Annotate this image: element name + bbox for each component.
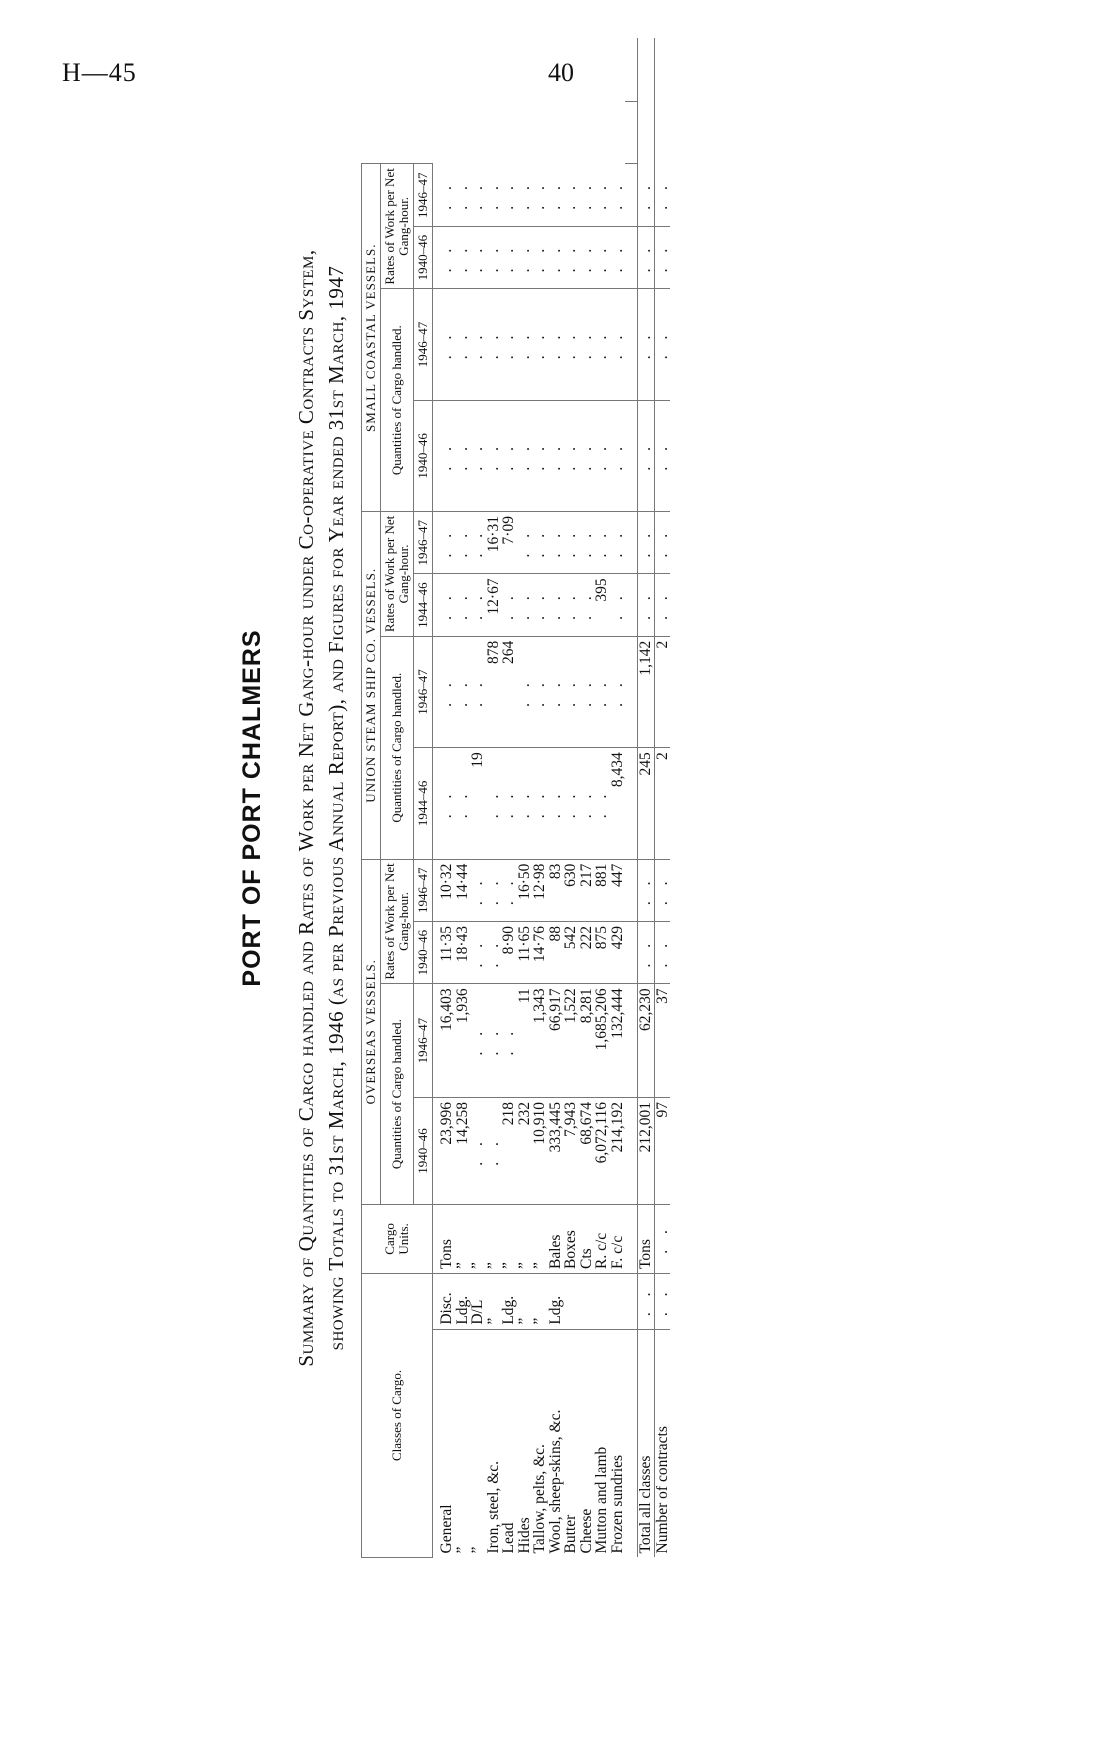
- overseas-quantities-header: Quantities of Cargo handled.: [381, 984, 414, 1205]
- value-cell: 1,343: [532, 984, 548, 1098]
- value-cell: 16,403: [433, 984, 455, 1098]
- empty-cell: . .: [455, 226, 471, 288]
- empty-cell: . .: [433, 226, 455, 288]
- value-cell: 8·90: [501, 921, 517, 983]
- empty-cell: . .: [470, 1097, 486, 1204]
- empty-cell: . .: [433, 512, 455, 574]
- table-row: [532, 38, 548, 1558]
- cargo-class-label: Tallow, pelts, &c.: [531, 1444, 548, 1554]
- empty-cell: . .: [594, 289, 610, 400]
- empty-cell: . .: [610, 400, 626, 511]
- cargo-class: [579, 1329, 595, 1557]
- empty-cell: . .: [563, 400, 579, 511]
- cargo-class-label: ”: [453, 1546, 471, 1554]
- empty-cell: . .: [501, 984, 517, 1098]
- empty-cell: . .: [532, 636, 548, 747]
- value-cell: 62,230: [638, 984, 655, 1098]
- union-quantities-header: Quantities of Cargo handled.: [381, 636, 414, 859]
- empty-cell: . .: [654, 859, 670, 921]
- cargo-class: [501, 1329, 517, 1557]
- cargo-class-label: Hides: [515, 1517, 533, 1554]
- cargo-unit: ”: [455, 1204, 471, 1273]
- year-header: 1946–47: [414, 984, 433, 1098]
- empty-cell: . .: [532, 400, 548, 511]
- empty-cell: . .: [517, 574, 533, 636]
- cargo-unit: ”: [532, 1204, 548, 1273]
- cargo-subtype: Disc.: [433, 1273, 455, 1329]
- cargo-subtype: Ldg.: [548, 1273, 564, 1329]
- empty-cell: . .: [486, 226, 502, 288]
- empty-cell: . .: [548, 289, 564, 400]
- cargo-subtype: [579, 1273, 595, 1329]
- cargo-subtype: ”: [486, 1273, 502, 1329]
- subtitle-line-2: showing Totals to 31st March, 1946 (as per Previous Annual Report), and Figures for Year ended 31st March, 1947: [324, 265, 348, 1351]
- empty-cell: . .: [548, 636, 564, 747]
- empty-cell: . .: [563, 574, 579, 636]
- cargo-class-label: Iron, steel, &c.: [484, 1460, 502, 1554]
- value-cell: 12·67: [486, 574, 502, 636]
- empty-cell: . .: [579, 226, 595, 288]
- empty-cell: . .: [532, 748, 548, 859]
- empty-cell: . .: [470, 859, 486, 921]
- cargo-class: [532, 1329, 548, 1557]
- empty-cell: . .: [532, 574, 548, 636]
- value-cell: 88: [548, 921, 564, 983]
- union-rates-header: Rates of Work per Net Gang-hour.: [381, 512, 414, 637]
- cargo-class: [517, 1329, 533, 1557]
- table-row: [470, 38, 486, 1558]
- group-small-coastal: SMALL COASTAL VESSELS.: [362, 164, 381, 512]
- empty-cell: . .: [433, 164, 455, 226]
- empty-cell: . .: [532, 226, 548, 288]
- empty-cell: . .: [501, 226, 517, 288]
- value-cell: 881: [594, 859, 610, 921]
- cargo-unit: Bales: [548, 1204, 564, 1273]
- subtitle-line-1: Summary of Quantities of Cargo handled and Rates of Work per Net Gang-hour under Co-operative Contracts System,: [294, 249, 318, 1367]
- cargo-unit: ”: [470, 1204, 486, 1273]
- empty-cell: . .: [579, 512, 595, 574]
- table-row: [486, 38, 502, 1558]
- value-cell: 875: [594, 921, 610, 983]
- empty-cell: . .: [638, 1273, 655, 1329]
- value-cell: 11·65: [517, 921, 533, 983]
- empty-cell: . .: [455, 512, 471, 574]
- year-header: 1944–46: [414, 574, 433, 636]
- overseas-rates-header: Rates of Work per Net Gang-hour.: [381, 859, 414, 984]
- empty-cell: . .: [501, 164, 517, 226]
- empty-cell: . .: [470, 512, 486, 574]
- empty-cell: . .: [610, 164, 626, 226]
- empty-cell: . .: [638, 921, 655, 983]
- value-cell: 1,685,206: [594, 984, 610, 1098]
- value-cell: 2: [654, 636, 670, 747]
- cargo-subtype: Ldg.: [501, 1273, 517, 1329]
- cargo-class-label: Cheese: [577, 1508, 595, 1554]
- empty-cell: . .: [638, 859, 655, 921]
- empty-cell: . .: [433, 289, 455, 400]
- empty-cell: . .: [563, 164, 579, 226]
- table-row: [563, 38, 579, 1558]
- table-row: [433, 38, 455, 1558]
- cargo-class-label: Butter: [562, 1514, 579, 1554]
- empty-cell: . .: [501, 748, 517, 859]
- empty-cell: . .: [579, 574, 595, 636]
- empty-cell: . .: [654, 226, 670, 288]
- value-cell: 11: [517, 984, 533, 1098]
- empty-cell: . .: [501, 859, 517, 921]
- empty-cell: . .: [548, 574, 564, 636]
- cargo-class: [594, 1329, 610, 1557]
- value-cell: 217: [579, 859, 595, 921]
- empty-cell: . .: [486, 859, 502, 921]
- cargo-class-label: Mutton and lamb: [593, 1446, 610, 1554]
- cargo-summary-table: [361, 38, 670, 1558]
- empty-cell: . .: [594, 164, 610, 226]
- cargo-class-label: Lead: [500, 1522, 517, 1554]
- cargo-class: [563, 1329, 579, 1557]
- empty-cell: . .: [654, 1204, 670, 1273]
- empty-cell: . .: [486, 289, 502, 400]
- value-cell: 212,001: [638, 1097, 655, 1204]
- value-cell: 18·43: [455, 921, 471, 983]
- value-cell: 245: [638, 748, 655, 859]
- cargo-unit: Cts: [579, 1204, 595, 1273]
- empty-cell: . .: [563, 289, 579, 400]
- empty-cell: . .: [654, 164, 670, 226]
- cargo-class: [433, 1329, 455, 1557]
- cargo-subtype: D/L: [470, 1273, 486, 1329]
- empty-cell: . .: [455, 164, 471, 226]
- value-cell: 878: [486, 636, 502, 747]
- empty-cell: . .: [517, 400, 533, 511]
- value-cell: 264: [501, 636, 517, 747]
- col-cargo-units: Cargo Units.: [362, 1204, 433, 1273]
- total-unit: Tons: [638, 1204, 655, 1273]
- empty-cell: . .: [638, 574, 655, 636]
- empty-cell: . .: [638, 289, 655, 400]
- value-cell: 542: [563, 921, 579, 983]
- empty-cell: . .: [470, 921, 486, 983]
- value-cell: 333,445: [548, 1097, 564, 1204]
- empty-cell: . .: [654, 400, 670, 511]
- empty-cell: . .: [486, 1097, 502, 1204]
- value-cell: 14·44: [455, 859, 471, 921]
- year-header: 1946–47: [414, 289, 433, 400]
- value-cell: 1,522: [563, 984, 579, 1098]
- cargo-class: [470, 1329, 486, 1557]
- value-cell: 97: [654, 1097, 670, 1204]
- value-cell: 14,258: [455, 1097, 471, 1204]
- value-cell: 23,996: [433, 1097, 455, 1204]
- value-cell: 630: [563, 859, 579, 921]
- group-union-steam-ship: UNION STEAM SHIP CO. VESSELS.: [362, 512, 381, 860]
- empty-cell: . .: [548, 748, 564, 859]
- empty-cell: . .: [594, 512, 610, 574]
- cargo-class: [486, 1329, 502, 1557]
- value-cell: 232: [517, 1097, 533, 1204]
- table-row: [579, 38, 595, 1558]
- empty-cell: . .: [579, 164, 595, 226]
- empty-cell: . .: [548, 400, 564, 511]
- empty-cell: . .: [594, 748, 610, 859]
- value-cell: 6,072,116: [594, 1097, 610, 1204]
- empty-cell: . .: [654, 289, 670, 400]
- cargo-subtype: Ldg.: [455, 1273, 471, 1329]
- year-header: 1944–46: [414, 748, 433, 859]
- rotated-table-page: [228, 38, 918, 1578]
- value-cell: 19: [470, 748, 486, 859]
- value-cell: 11·35: [433, 921, 455, 983]
- value-cell: 12·98: [532, 859, 548, 921]
- table-row: [517, 38, 533, 1558]
- empty-cell: . .: [517, 289, 533, 400]
- empty-cell: . .: [470, 289, 486, 400]
- empty-cell: . .: [610, 574, 626, 636]
- cargo-class-label: Wool, sheep-skins, &c.: [546, 1409, 564, 1554]
- empty-cell: . .: [517, 636, 533, 747]
- year-header: 1940–46: [414, 400, 433, 511]
- value-cell: 37: [654, 984, 670, 1098]
- contracts-label: Number of contracts: [654, 1329, 670, 1557]
- cargo-class-label: General: [438, 1504, 455, 1554]
- empty-cell: . .: [455, 636, 471, 747]
- cargo-subtype: [594, 1273, 610, 1329]
- table-row: [548, 38, 564, 1558]
- empty-cell: . .: [486, 164, 502, 226]
- empty-cell: . .: [501, 289, 517, 400]
- value-cell: 218: [501, 1097, 517, 1204]
- total-row: [638, 38, 655, 1558]
- page-header-code: H—45: [62, 58, 137, 87]
- empty-cell: . .: [563, 226, 579, 288]
- cargo-subtype: [563, 1273, 579, 1329]
- cargo-unit: ”: [517, 1204, 533, 1273]
- empty-cell: . .: [594, 400, 610, 511]
- year-header: 1946–47: [414, 859, 433, 921]
- empty-cell: . .: [532, 164, 548, 226]
- empty-cell: . .: [470, 574, 486, 636]
- empty-cell: . .: [563, 636, 579, 747]
- value-cell: 222: [579, 921, 595, 983]
- empty-cell: . .: [610, 636, 626, 747]
- empty-cell: . .: [579, 748, 595, 859]
- year-header: 1946–47: [414, 636, 433, 747]
- year-header: 1940–46: [414, 921, 433, 983]
- table-row: [610, 38, 626, 1558]
- value-cell: 132,444: [610, 984, 626, 1098]
- empty-cell: . .: [517, 164, 533, 226]
- contracts-row: [654, 38, 670, 1558]
- value-cell: 16·50: [517, 859, 533, 921]
- cargo-subtype: [610, 1273, 626, 1329]
- empty-cell: . .: [579, 636, 595, 747]
- small-rates-header: Rates of Work per Net Gang-hour.: [381, 164, 414, 289]
- empty-cell: . .: [563, 512, 579, 574]
- empty-cell: . .: [433, 400, 455, 511]
- empty-cell: . .: [486, 400, 502, 511]
- empty-cell: . .: [594, 226, 610, 288]
- cargo-class: [610, 1329, 626, 1557]
- empty-cell: . .: [501, 400, 517, 511]
- empty-cell: . .: [433, 748, 455, 859]
- empty-cell: . .: [455, 748, 471, 859]
- value-cell: 1,936: [455, 984, 471, 1098]
- cargo-unit: ”: [486, 1204, 502, 1273]
- value-cell: 7,943: [563, 1097, 579, 1204]
- year-header: 1940–46: [414, 226, 433, 288]
- value-cell: 8,434: [610, 748, 626, 859]
- year-header: 1946–47: [414, 512, 433, 574]
- cargo-unit: Boxes: [563, 1204, 579, 1273]
- table-row: [594, 38, 610, 1558]
- empty-cell: . .: [486, 984, 502, 1098]
- empty-cell: . .: [548, 226, 564, 288]
- cargo-unit: ”: [501, 1204, 517, 1273]
- empty-cell: . .: [470, 636, 486, 747]
- cargo-subtype: ”: [517, 1273, 533, 1329]
- value-cell: 16·31: [486, 512, 502, 574]
- empty-cell: . .: [654, 921, 670, 983]
- value-cell: 447: [610, 859, 626, 921]
- empty-cell: . .: [594, 636, 610, 747]
- total-label: Total all classes: [638, 1329, 655, 1557]
- cargo-class: [455, 1329, 471, 1557]
- empty-cell: . .: [501, 574, 517, 636]
- value-cell: 395: [594, 574, 610, 636]
- empty-cell: . .: [532, 512, 548, 574]
- value-cell: 2: [654, 748, 670, 859]
- col-classes-of-cargo: Classes of Cargo.: [362, 1273, 433, 1557]
- empty-cell: . .: [638, 164, 655, 226]
- value-cell: 68,674: [579, 1097, 595, 1204]
- empty-cell: . .: [654, 1273, 670, 1329]
- cargo-unit: R. c/c: [594, 1204, 610, 1273]
- empty-cell: . .: [638, 400, 655, 511]
- cargo-class-label: ”: [469, 1546, 486, 1554]
- empty-cell: . .: [470, 226, 486, 288]
- empty-cell: . .: [610, 289, 626, 400]
- empty-cell: . .: [470, 164, 486, 226]
- empty-cell: . .: [455, 289, 471, 400]
- value-cell: 10,910: [532, 1097, 548, 1204]
- value-cell: 429: [610, 921, 626, 983]
- cargo-class: [548, 1329, 564, 1557]
- table-row: [455, 38, 471, 1558]
- cargo-unit: Tons: [433, 1204, 455, 1273]
- empty-cell: . .: [532, 289, 548, 400]
- empty-cell: . .: [517, 226, 533, 288]
- empty-cell: . .: [517, 748, 533, 859]
- table-row: [501, 38, 517, 1558]
- group-overseas-vessels: OVERSEAS VESSELS.: [362, 859, 381, 1204]
- empty-cell: . .: [563, 748, 579, 859]
- empty-cell: . .: [517, 512, 533, 574]
- empty-cell: . .: [470, 400, 486, 511]
- value-cell: 1,142: [638, 636, 655, 747]
- value-cell: 66,917: [548, 984, 564, 1098]
- cargo-class-label: Frozen sundries: [608, 1454, 626, 1554]
- empty-cell: . .: [610, 512, 626, 574]
- value-cell: 83: [548, 859, 564, 921]
- empty-cell: . .: [548, 164, 564, 226]
- empty-cell: . .: [638, 226, 655, 288]
- cargo-unit: F. c/c: [610, 1204, 626, 1273]
- year-header: 1946–47: [414, 164, 433, 226]
- page-number: 40: [548, 58, 574, 87]
- empty-cell: . .: [455, 574, 471, 636]
- empty-cell: . .: [433, 574, 455, 636]
- empty-cell: . .: [579, 289, 595, 400]
- empty-cell: . .: [470, 984, 486, 1098]
- empty-cell: . .: [486, 921, 502, 983]
- empty-cell: . .: [638, 512, 655, 574]
- value-cell: 8,281: [579, 984, 595, 1098]
- value-cell: 14·76: [532, 921, 548, 983]
- empty-cell: . .: [654, 574, 670, 636]
- value-cell: 7·09: [501, 512, 517, 574]
- page-title: PORT OF PORT CHALMERS: [238, 629, 266, 987]
- cargo-subtype: ”: [532, 1273, 548, 1329]
- value-cell: 10·32: [433, 859, 455, 921]
- empty-cell: . .: [610, 226, 626, 288]
- year-header: 1940–46: [414, 1097, 433, 1204]
- empty-cell: . .: [486, 748, 502, 859]
- empty-cell: . .: [654, 512, 670, 574]
- empty-cell: . .: [579, 400, 595, 511]
- empty-cell: . .: [548, 512, 564, 574]
- empty-cell: . .: [433, 636, 455, 747]
- small-quantities-header: Quantities of Cargo handled.: [381, 289, 414, 512]
- value-cell: 214,192: [610, 1097, 626, 1204]
- table-body: [433, 38, 671, 1558]
- empty-cell: . .: [455, 400, 471, 511]
